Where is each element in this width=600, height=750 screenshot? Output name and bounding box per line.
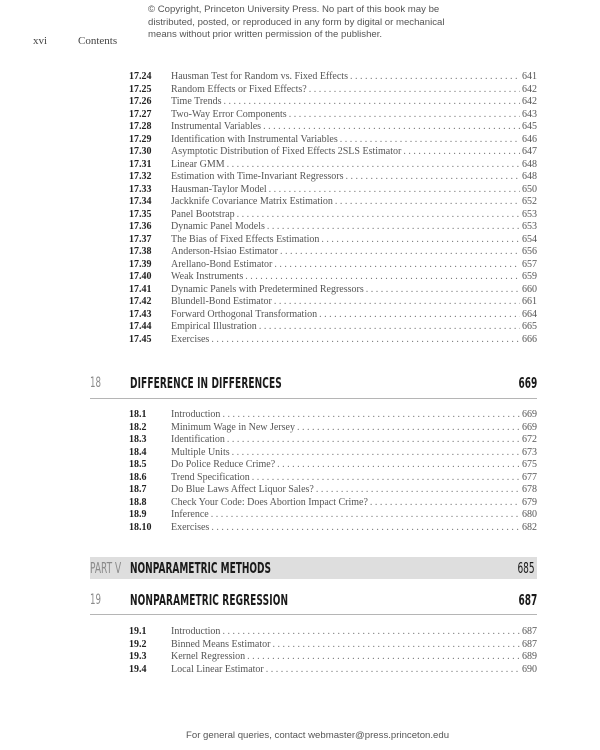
- dot-leader: [263, 121, 520, 134]
- section-page: 689: [522, 651, 537, 662]
- section-number: 19.4: [129, 663, 147, 675]
- toc-entry[interactable]: [129, 246, 537, 259]
- footer-contact: For general queries, contact webmaster@press.princeton.edu: [186, 730, 450, 741]
- toc-entry[interactable]: [129, 434, 537, 447]
- chapter-18-section-list: [129, 409, 537, 534]
- toc-entry[interactable]: [129, 309, 537, 322]
- section-page: 687: [522, 626, 537, 637]
- section-title: The Bias of Fixed Effects Estimation: [171, 233, 320, 245]
- section-page: 645: [522, 121, 537, 132]
- section-page: 642: [522, 96, 537, 107]
- section-page: 687: [522, 638, 537, 650]
- dot-leader: [211, 522, 520, 535]
- part-title: NONPARAMETRIC METHODS: [130, 559, 271, 577]
- section-number: 17.28: [129, 121, 152, 132]
- dot-leader: [252, 472, 520, 485]
- section-title: Forward Orthogonal Transformation: [171, 308, 318, 320]
- chapter-18-heading[interactable]: [90, 370, 537, 396]
- section-number: 18.5: [129, 459, 147, 470]
- dot-leader: [340, 134, 520, 147]
- section-title: Introduction: [171, 626, 221, 637]
- toc-entry[interactable]: [129, 497, 537, 510]
- toc-entry[interactable]: [129, 484, 537, 497]
- section-number: 17.24: [129, 71, 152, 82]
- section-title: Do Blue Laws Affect Liquor Sales?: [171, 484, 314, 495]
- toc-entry[interactable]: [129, 447, 537, 460]
- dot-leader: [266, 664, 520, 677]
- section-page: 664: [522, 308, 537, 320]
- copyright-notice: [148, 4, 448, 42]
- toc-entry[interactable]: [129, 321, 537, 334]
- dot-leader: [277, 459, 520, 472]
- dot-leader: [274, 296, 520, 309]
- section-page: 653: [522, 208, 537, 220]
- section-page: 653: [522, 221, 537, 232]
- running-head-title: Contents: [78, 35, 118, 47]
- dot-leader: [366, 284, 520, 297]
- section-title: Hausman Test for Random vs. Fixed Effects: [171, 71, 348, 82]
- part-page: 685: [517, 559, 535, 577]
- chapter-page: 687: [518, 591, 537, 609]
- toc-entry[interactable]: [129, 146, 537, 159]
- section-number: 18.7: [129, 484, 147, 495]
- section-number: 17.42: [129, 296, 152, 307]
- dot-leader: [222, 626, 520, 639]
- chapter-number: 19: [90, 592, 102, 608]
- section-number: 18.10: [129, 521, 152, 533]
- dot-leader: [259, 321, 520, 334]
- copyright-line-1: © Copyright, Princeton University Press. No part of this book may be: [148, 4, 440, 15]
- section-number: 17.29: [129, 133, 152, 145]
- section-number: 17.31: [129, 158, 152, 170]
- toc-entry[interactable]: [129, 196, 537, 209]
- section-number: 17.36: [129, 221, 152, 232]
- section-title: Introduction: [171, 409, 221, 420]
- section-title: Estimation with Time-Invariant Regressors: [171, 171, 344, 182]
- toc-entry[interactable]: [129, 422, 537, 435]
- section-number: 17.41: [129, 283, 152, 295]
- section-number: 18.8: [129, 496, 147, 508]
- dot-leader: [211, 509, 520, 522]
- section-title: Asymptotic Distribution of Fixed Effects 2SLS Estimator: [171, 146, 402, 157]
- section-title: Instrumental Variables: [171, 121, 262, 132]
- section-title: Identification: [171, 434, 225, 445]
- dot-leader: [280, 246, 520, 259]
- toc-entry[interactable]: [129, 259, 537, 272]
- toc-entry[interactable]: [129, 651, 537, 664]
- section-number: 18.9: [129, 509, 147, 520]
- section-page: 650: [522, 183, 537, 195]
- chapter-divider: [90, 398, 537, 399]
- section-number: 19.1: [129, 626, 147, 637]
- section-number: 17.25: [129, 83, 152, 95]
- section-number: 19.2: [129, 638, 147, 650]
- section-page: 648: [522, 158, 537, 170]
- section-page: 680: [522, 509, 537, 520]
- section-number: 17.35: [129, 208, 152, 220]
- toc-entry[interactable]: [129, 71, 537, 84]
- toc-entry[interactable]: [129, 459, 537, 472]
- section-page: 669: [522, 421, 537, 433]
- toc-entry[interactable]: [129, 472, 537, 485]
- toc-entry[interactable]: [129, 271, 537, 284]
- section-title: Linear GMM: [171, 158, 225, 170]
- section-title: Exercises: [171, 333, 210, 345]
- dot-leader: [309, 84, 520, 97]
- section-number: 17.40: [129, 271, 152, 282]
- section-page: 642: [522, 83, 537, 95]
- section-title: Random Effects or Fixed Effects?: [171, 83, 307, 95]
- dot-leader: [269, 184, 520, 197]
- dot-leader: [272, 639, 520, 652]
- toc-entry[interactable]: [129, 184, 537, 197]
- dot-leader: [319, 309, 520, 322]
- section-title: Weak Instruments: [171, 271, 244, 282]
- toc-entry[interactable]: [129, 409, 537, 422]
- dot-leader: [232, 447, 520, 460]
- toc-entry[interactable]: [129, 209, 537, 222]
- section-number: 17.43: [129, 308, 152, 320]
- section-number: 17.30: [129, 146, 152, 157]
- section-title: Dynamic Panels with Predetermined Regressors: [171, 283, 364, 295]
- section-title: Local Linear Estimator: [171, 663, 264, 675]
- toc-entry[interactable]: [129, 334, 537, 347]
- dot-leader: [370, 497, 520, 510]
- dot-leader: [211, 334, 520, 347]
- toc-entry[interactable]: [129, 639, 537, 652]
- dot-leader: [289, 109, 520, 122]
- toc-entry[interactable]: [129, 109, 537, 122]
- section-page: 675: [522, 459, 537, 470]
- toc-entry[interactable]: [129, 121, 537, 134]
- section-page: 660: [522, 283, 537, 295]
- section-page: 677: [522, 471, 537, 483]
- chapter-number: 18: [90, 375, 102, 391]
- section-title: Do Police Reduce Crime?: [171, 459, 276, 470]
- copyright-line-2: distributed, posted, or reproduced in any form by digital or mechanical: [148, 16, 445, 28]
- dot-leader: [224, 96, 521, 109]
- section-page: 665: [522, 321, 537, 332]
- section-number: 18.4: [129, 446, 147, 458]
- section-page: 690: [522, 663, 537, 675]
- dot-leader: [267, 221, 520, 234]
- chapter-19-section-list: [129, 626, 537, 676]
- toc-entry[interactable]: [129, 509, 537, 522]
- section-title: Jackknife Covariance Matrix Estimation: [171, 196, 333, 207]
- toc-entry[interactable]: [129, 664, 537, 677]
- section-title: Anderson-Hsiao Estimator: [171, 246, 278, 257]
- toc-entry[interactable]: [129, 84, 537, 97]
- toc-entry[interactable]: [129, 522, 537, 535]
- section-title: Check Your Code: Does Abortion Impact Crime?: [171, 496, 368, 508]
- section-number: 18.6: [129, 471, 147, 483]
- dot-leader: [245, 271, 520, 284]
- section-number: 19.3: [129, 651, 147, 662]
- toc-entry[interactable]: [129, 96, 537, 109]
- section-page: 669: [522, 409, 537, 420]
- dot-leader: [316, 484, 520, 497]
- section-number: 17.37: [129, 233, 152, 245]
- section-page: 682: [522, 521, 537, 533]
- section-title: Binned Means Estimator: [171, 638, 271, 650]
- section-page: 643: [522, 108, 537, 120]
- section-page: 666: [522, 333, 537, 345]
- section-page: 641: [522, 71, 537, 82]
- section-number: 17.27: [129, 108, 152, 120]
- section-page: 656: [522, 246, 537, 257]
- dot-leader: [222, 409, 520, 422]
- section-title: Panel Bootstrap: [171, 208, 235, 220]
- section-number: 17.33: [129, 183, 152, 195]
- toc-entry[interactable]: [129, 296, 537, 309]
- section-page: 673: [522, 446, 537, 458]
- dot-leader: [335, 196, 520, 209]
- section-page: 679: [522, 496, 537, 508]
- section-title: Inference: [171, 509, 209, 520]
- chapter-title: NONPARAMETRIC REGRESSION: [130, 591, 289, 609]
- section-page: 678: [522, 484, 537, 495]
- dot-leader: [321, 234, 520, 247]
- dot-leader: [227, 159, 520, 172]
- section-number: 18.1: [129, 409, 147, 420]
- section-number: 17.26: [129, 96, 152, 107]
- section-number: 17.32: [129, 171, 152, 182]
- section-title: Trend Specification: [171, 471, 250, 483]
- section-title: Arellano-Bond Estimator: [171, 258, 273, 270]
- section-title: Time Trends: [171, 96, 222, 107]
- section-title: Hausman-Taylor Model: [171, 183, 267, 195]
- dot-leader: [350, 71, 520, 84]
- dot-leader: [274, 259, 520, 272]
- part-5-heading[interactable]: [90, 557, 537, 579]
- dot-leader: [403, 146, 520, 159]
- section-page: 652: [522, 196, 537, 207]
- section-title: Empirical Illustration: [171, 321, 257, 332]
- section-number: 17.39: [129, 258, 152, 270]
- copyright-line-3: means without prior written permission of the publisher.: [148, 29, 383, 40]
- section-number: 17.45: [129, 333, 152, 345]
- dot-leader: [297, 422, 520, 435]
- section-title: Two-Way Error Components: [171, 108, 287, 120]
- section-title: Minimum Wage in New Jersey: [171, 421, 295, 433]
- toc-entry[interactable]: [129, 284, 537, 297]
- section-page: 659: [522, 271, 537, 282]
- section-number: 18.2: [129, 421, 147, 433]
- chapter-divider: [90, 614, 537, 615]
- toc-entry[interactable]: [129, 159, 537, 172]
- dot-leader: [227, 434, 520, 447]
- section-page: 661: [522, 296, 537, 307]
- section-title: Kernel Regression: [171, 651, 246, 662]
- section-number: 18.3: [129, 434, 147, 445]
- section-title: Dynamic Panel Models: [171, 221, 265, 232]
- part-label: PART V: [90, 559, 122, 577]
- section-page: 646: [522, 133, 537, 145]
- dot-leader: [346, 171, 521, 184]
- section-page: 648: [522, 171, 537, 182]
- toc-entry[interactable]: [129, 234, 537, 247]
- chapter-17-section-list: [129, 71, 537, 346]
- section-number: 17.38: [129, 246, 152, 257]
- chapter-title: DIFFERENCE IN DIFFERENCES: [130, 374, 282, 392]
- section-number: 17.34: [129, 196, 152, 207]
- toc-entry[interactable]: [129, 626, 537, 639]
- section-page: 647: [522, 146, 537, 157]
- section-number: 17.44: [129, 321, 152, 332]
- running-head-page-number: xvi: [33, 35, 48, 47]
- toc-entry[interactable]: [129, 134, 537, 147]
- toc-entry[interactable]: [129, 171, 537, 184]
- dot-leader: [237, 209, 520, 222]
- section-title: Multiple Units: [171, 446, 230, 458]
- section-title: Blundell-Bond Estimator: [171, 296, 272, 307]
- chapter-19-heading[interactable]: [90, 587, 537, 613]
- section-page: 654: [522, 233, 537, 245]
- section-page: 657: [522, 258, 537, 270]
- section-title: Identification with Instrumental Variables: [171, 133, 338, 145]
- chapter-page: 669: [518, 374, 537, 392]
- dot-leader: [247, 651, 520, 664]
- section-page: 672: [522, 434, 537, 445]
- section-title: Exercises: [171, 521, 210, 533]
- toc-entry[interactable]: [129, 221, 537, 234]
